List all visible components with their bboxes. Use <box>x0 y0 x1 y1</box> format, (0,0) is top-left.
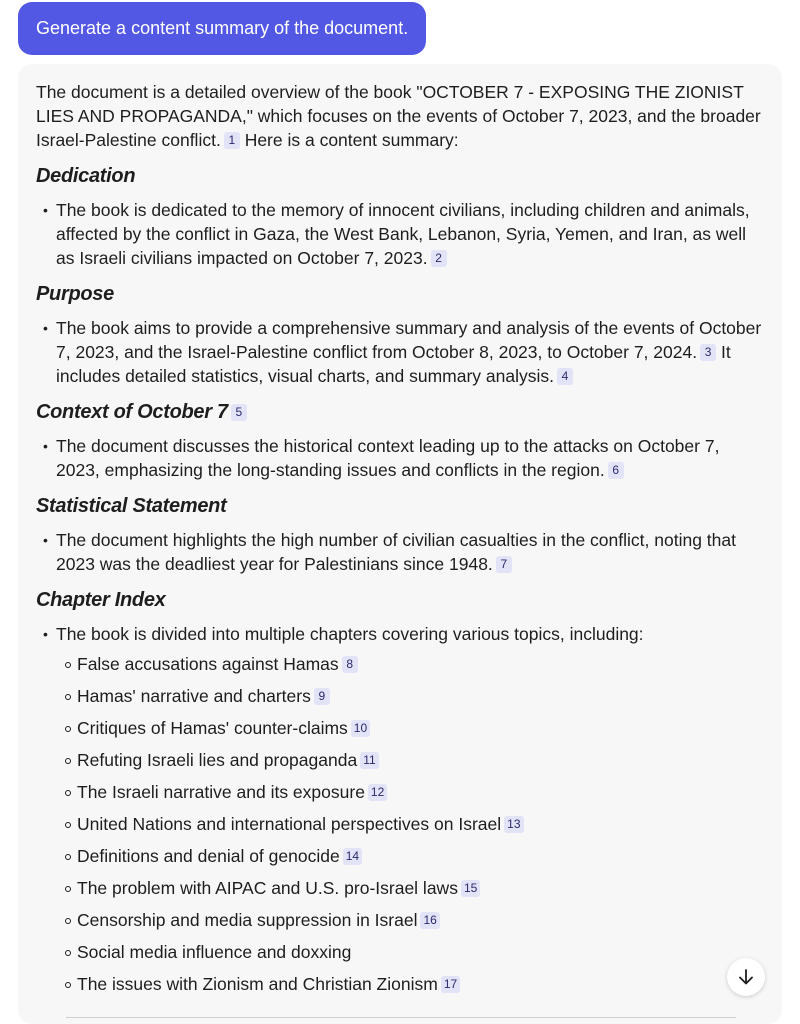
chapter-title: Hamas' narrative and charters <box>77 686 311 706</box>
citation-badge[interactable]: 15 <box>461 880 480 897</box>
section-heading-text: Statistical Statement <box>36 495 227 517</box>
section-heading-statistical-statement <box>36 492 764 520</box>
section-heading-context <box>36 398 764 426</box>
chapter-list-item <box>56 716 764 748</box>
scroll-to-bottom-button[interactable] <box>727 958 765 996</box>
section-heading-text: Purpose <box>36 283 114 305</box>
citation-badge[interactable]: 17 <box>441 976 460 993</box>
input-divider <box>66 1017 736 1018</box>
bullet-text-continued: It includes detailed statistics, visual charts, and summary analysis. <box>56 342 731 386</box>
chapter-list-item <box>56 780 764 812</box>
dedication-bullets <box>36 198 764 270</box>
citation-badge[interactable]: 13 <box>504 816 523 833</box>
section-heading-dedication <box>36 162 764 190</box>
bullet-text: The book is divided into multiple chapters covering various topics, including: <box>56 624 644 644</box>
chapter-list <box>56 652 764 1004</box>
citation-badge[interactable]: 14 <box>343 848 362 865</box>
chapter-title: Social media influence and doxxing <box>77 942 352 962</box>
chapter-list-item <box>56 940 764 972</box>
chapter-list-item <box>56 844 764 876</box>
citation-badge[interactable]: 12 <box>368 784 387 801</box>
chapter-list-item <box>56 748 764 780</box>
chapter-list-item <box>56 652 764 684</box>
citation-badge[interactable]: 2 <box>431 250 447 267</box>
section-heading-purpose <box>36 280 764 308</box>
chapter-title: United Nations and international perspectives on Israel <box>77 814 502 834</box>
bullet-item <box>36 198 764 270</box>
bullet-item <box>36 316 764 388</box>
statistical-bullets <box>36 528 764 576</box>
chapter-title: Definitions and denial of genocide <box>77 846 340 866</box>
user-prompt-bubble <box>18 2 426 55</box>
citation-badge[interactable]: 3 <box>700 344 716 361</box>
arrow-down-icon <box>736 967 756 987</box>
intro-text-continued: Here is a content summary: <box>244 130 459 150</box>
user-prompt-text: Generate a content summary of the document. <box>36 18 409 38</box>
citation-badge[interactable]: 8 <box>342 656 358 673</box>
citation-badge[interactable]: 16 <box>420 912 439 929</box>
chapter-index-bullets <box>36 622 764 1004</box>
purpose-bullets <box>36 316 764 388</box>
section-heading-chapter-index <box>36 586 764 614</box>
chapter-title: The problem with AIPAC and U.S. pro-Israel laws <box>77 878 458 898</box>
chapter-title: Censorship and media suppression in Israel <box>77 910 418 930</box>
citation-badge[interactable]: 6 <box>608 462 624 479</box>
chapter-list-item <box>56 908 764 940</box>
bullet-item <box>36 528 764 576</box>
bullet-item <box>36 434 764 482</box>
chapter-list-item <box>56 876 764 908</box>
bullet-text: The book aims to provide a comprehensive summary and analysis of the events of October 7, 2023, and the Israel-Palestine conflict from October 8, 2023, to October 7, 2024. <box>56 318 762 362</box>
intro-text: The document is a detailed overview of the book "OCTOBER 7 - EXPOSING THE ZIONIST LIES AND PROPAGANDA," which focuses on the events of October 7, 2023, and the broader Israel-Palestine conflict. <box>36 82 761 150</box>
citation-badge[interactable]: 10 <box>351 720 370 737</box>
section-heading-text: Dedication <box>36 165 136 187</box>
chapter-title: Refuting Israeli lies and propaganda <box>77 750 358 770</box>
response-intro <box>36 80 764 152</box>
chapter-list-item <box>56 972 764 1004</box>
bullet-text: The document highlights the high number of civilian casualties in the conflict, noting that 2023 was the deadliest year for Palestinians since 1948. <box>56 530 736 574</box>
bullet-text: The book is dedicated to the memory of innocent civilians, including children and animals, affected by the conflict in Gaza, the West Bank, Lebanon, Syria, Yemen, and Iran, as well as Israeli civilians impacted on October 7, 2023. <box>56 200 750 268</box>
context-bullets <box>36 434 764 482</box>
citation-badge[interactable]: 7 <box>496 556 512 573</box>
chapter-title: The Israeli narrative and its exposure <box>77 782 365 802</box>
bullet-text: The document discusses the historical context leading up to the attacks on October 7, 2023, emphasizing the long-standing issues and conflicts in the region. <box>56 436 720 480</box>
bullet-item <box>36 622 764 1004</box>
assistant-response-card <box>18 64 782 1024</box>
section-heading-text: Chapter Index <box>36 589 166 611</box>
chapter-list-item <box>56 812 764 844</box>
chapter-list-item <box>56 684 764 716</box>
citation-badge[interactable]: 4 <box>557 368 573 385</box>
chapter-title: Critiques of Hamas' counter-claims <box>77 718 348 738</box>
section-heading-text: Context of October 7 <box>36 401 228 423</box>
chapter-title: False accusations against Hamas <box>77 654 339 674</box>
citation-badge[interactable]: 5 <box>231 404 247 421</box>
chapter-title: The issues with Zionism and Christian Zionism <box>77 974 438 994</box>
citation-badge[interactable]: 11 <box>360 752 378 769</box>
citation-badge[interactable]: 1 <box>224 132 240 149</box>
citation-badge[interactable]: 9 <box>314 688 330 705</box>
